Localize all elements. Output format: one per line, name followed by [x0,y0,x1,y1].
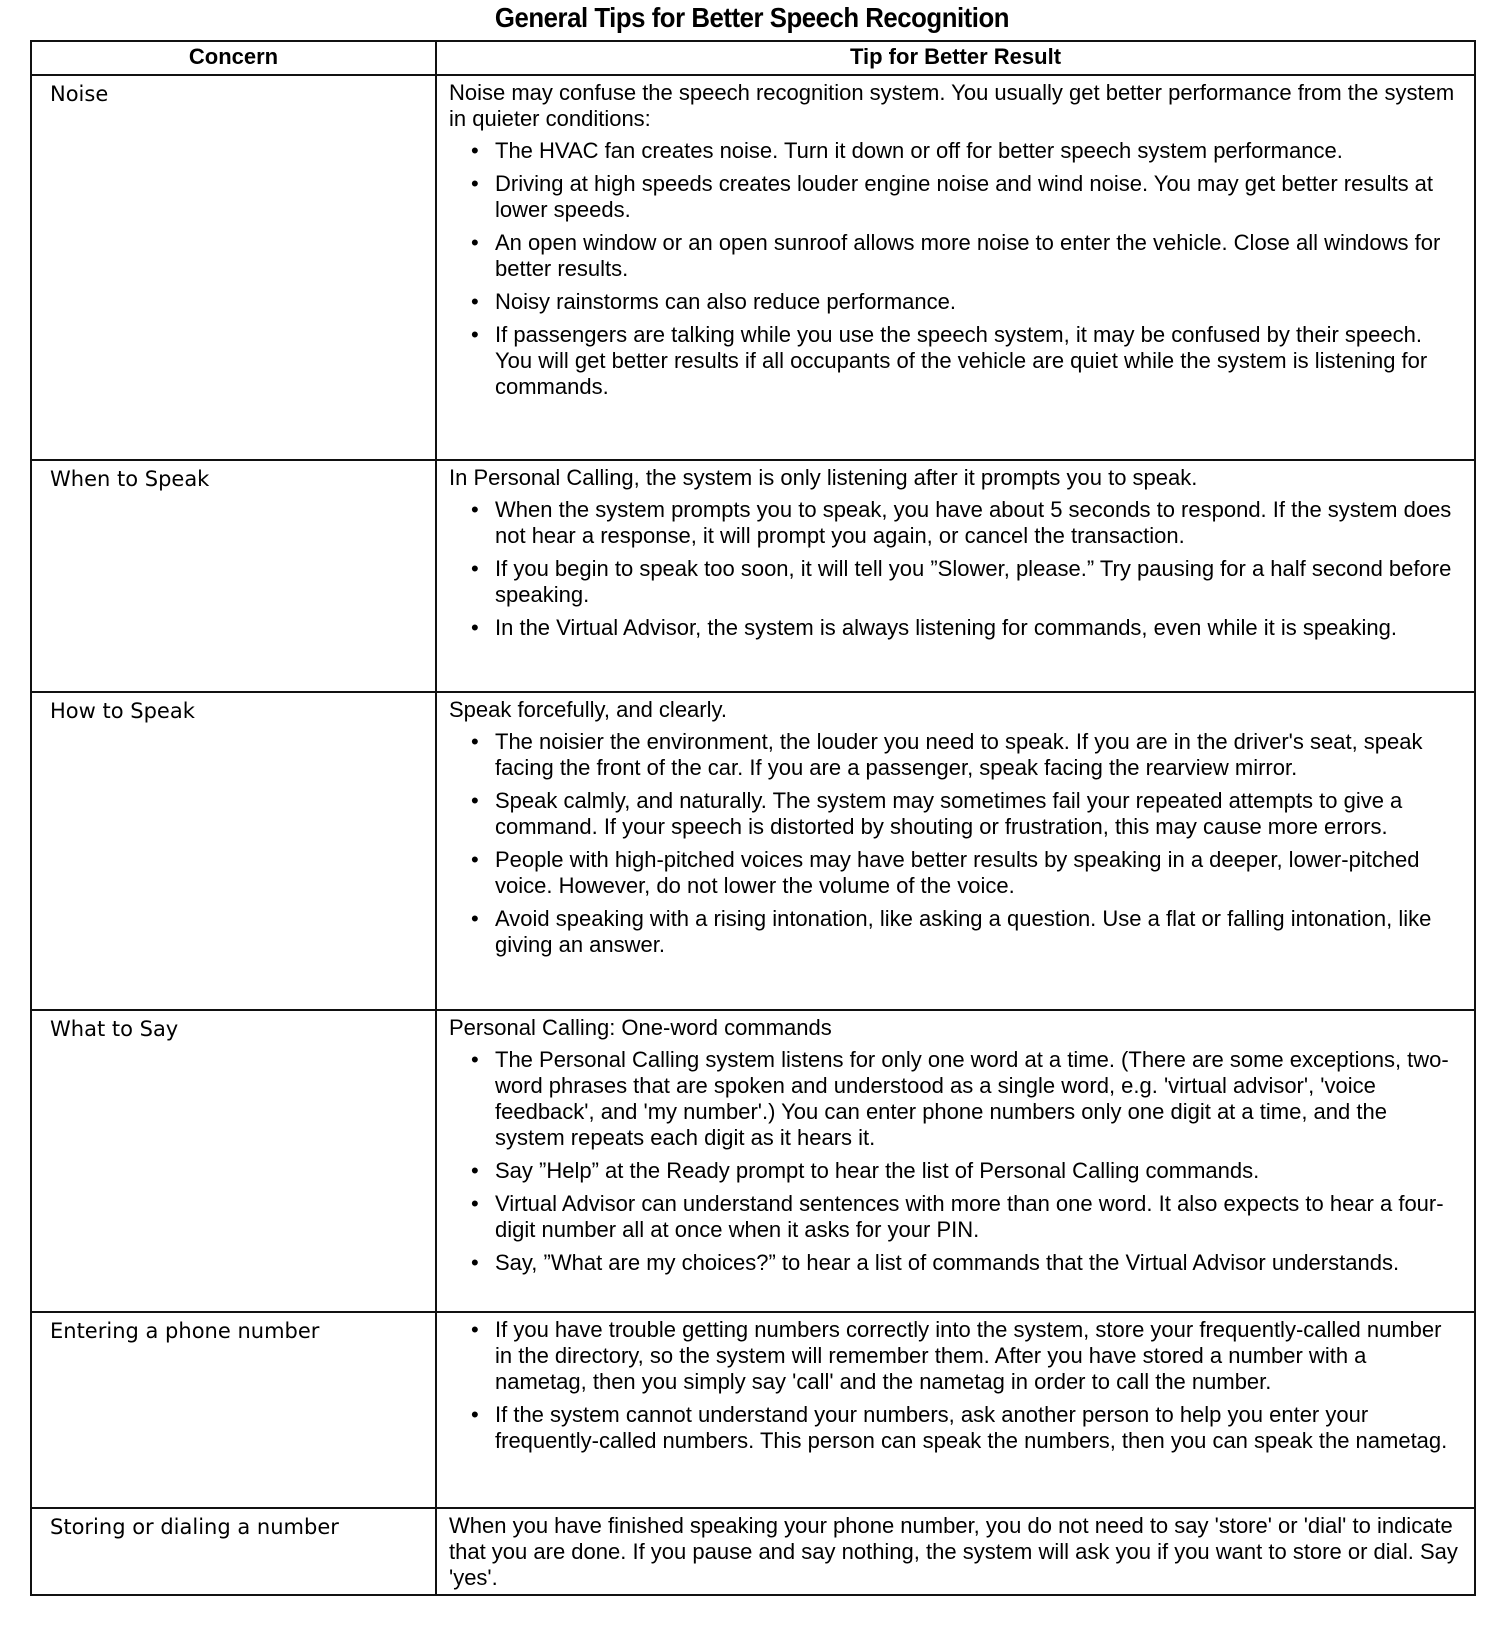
tip-bullet: • In the Virtual Advisor, the system is always listening for commands, even while it is speaking. [471,615,1462,641]
tip-cell [436,1010,1475,1312]
tip-bullet: • Avoid speaking with a rising intonation, like asking a question. Use a flat or falling intonation, like giving an answer. [471,906,1462,958]
tip-bullet-list [449,138,1462,400]
tip-cell [436,692,1475,1010]
table-row-entering-phone-number [31,1312,1475,1508]
table-row-how-to-speak [31,692,1475,1010]
concern-cell: What to Say [31,1010,436,1312]
tip-cell [436,1508,1475,1595]
column-header-tip: Tip for Better Result [436,41,1475,75]
tip-cell [436,1312,1475,1508]
concern-cell: Storing or dialing a number [31,1508,436,1595]
tip-bullet: • An open window or an open sunroof allows more noise to enter the vehicle. Close all windows for better results. [471,230,1462,282]
tip-bullet: • Say ”Help” at the Ready prompt to hear the list of Personal Calling commands. [471,1158,1462,1184]
tip-intro: When you have finished speaking your phone number, you do not need to say 'store' or 'dial' to indicate that you are done. If you pause and say nothing, the system will ask you if you want to store or dial. Say 'yes'. [449,1513,1458,1590]
tip-bullet: • If you begin to speak too soon, it will tell you ”Slower, please.” Try pausing for a half second before speaking. [471,556,1462,608]
table-header-row [31,41,1475,75]
tip-bullet: • The Personal Calling system listens for only one word at a time. (There are some exceptions, two-word phrases that are spoken and understood as a single word, e.g. 'virtual advisor', 'voice feedback', and 'my number'.) You can enter phone numbers only one digit at a time, and the system repeats each digit as it hears it. [471,1047,1462,1151]
tip-intro: Noise may confuse the speech recognition system. You usually get better performance from the system in quieter conditions: [449,80,1455,131]
tip-bullet: • The noisier the environment, the louder you need to speak. If you are in the driver's seat, speak facing the front of the car. If you are a passenger, speak facing the rearview mirror. [471,729,1462,781]
tip-cell [436,460,1475,692]
tip-bullet: • If you have trouble getting numbers correctly into the system, store your frequently-called number in the directory, so the system will remember them. After you have stored a number with a nametag, then you simply say 'call' and the nametag in order to call the number. [471,1317,1462,1395]
tip-bullet: • Virtual Advisor can understand sentences with more than one word. It also expects to hear a four-digit number all at once when it asks for your PIN. [471,1191,1462,1243]
tip-cell [436,75,1475,460]
tip-intro: In Personal Calling, the system is only listening after it prompts you to speak. [449,465,1198,490]
column-header-concern: Concern [31,41,436,75]
speech-tips-table [30,40,1476,1596]
concern-cell: When to Speak [31,460,436,692]
tip-bullet-list [449,1047,1462,1276]
table-row-noise [31,75,1475,460]
tip-bullet: • Speak calmly, and naturally. The system may sometimes fail your repeated attempts to give a command. If your speech is distorted by shouting or frustration, this may cause more errors. [471,788,1462,840]
table-row-what-to-say [31,1010,1475,1312]
tip-bullet: • Noisy rainstorms can also reduce performance. [471,289,1462,315]
tip-bullet: • Driving at high speeds creates louder engine noise and wind noise. You may get better results at lower speeds. [471,171,1462,223]
tip-bullet: • When the system prompts you to speak, you have about 5 seconds to respond. If the system does not hear a response, it will prompt you again, or cancel the transaction. [471,497,1462,549]
concern-cell: Noise [31,75,436,460]
page-title: General Tips for Better Speech Recognition [494,2,1010,33]
tip-bullet-list [449,497,1462,641]
tip-bullet: • The HVAC fan creates noise. Turn it down or off for better speech system performance. [471,138,1462,164]
tip-bullet: • If the system cannot understand your numbers, ask another person to help you enter your frequently-called numbers. This person can speak the numbers, then you can speak the nametag. [471,1402,1462,1454]
table-row-when-to-speak [31,460,1475,692]
tip-bullet-list [449,729,1462,958]
concern-cell: Entering a phone number [31,1312,436,1508]
tip-bullet: • Say, ”What are my choices?” to hear a list of commands that the Virtual Advisor understands. [471,1250,1462,1276]
tip-intro: Speak forcefully, and clearly. [449,697,727,722]
table-row-storing-or-dialing [31,1508,1475,1595]
tip-bullet-list [449,1317,1462,1454]
tip-intro: Personal Calling: One-word commands [449,1015,832,1040]
tip-bullet: • If passengers are talking while you use the speech system, it may be confused by their speech. You will get better results if all occupants of the vehicle are quiet while the system is listening for commands. [471,322,1462,400]
tip-bullet: • People with high-pitched voices may have better results by speaking in a deeper, lower-pitched voice. However, do not lower the volume of the voice. [471,847,1462,899]
concern-cell: How to Speak [31,692,436,1010]
